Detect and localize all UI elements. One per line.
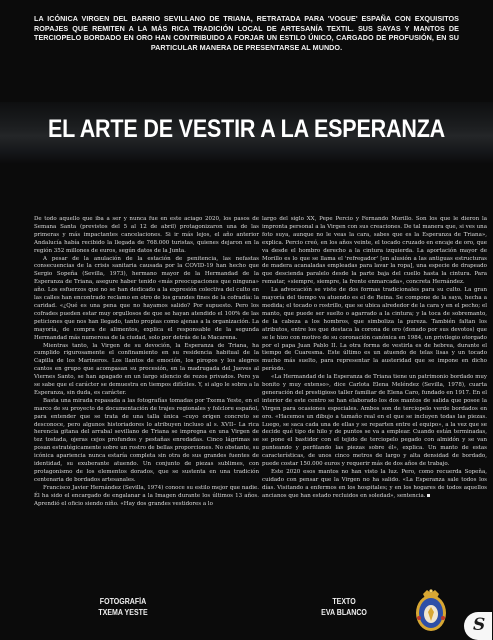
article-title: EL ARTE DE VESTIR A LA ESPERANZA — [47, 115, 446, 143]
paragraph: «La Hermandad de la Esperanza de Triana tiene un patrimonio bordado muy bonito y muy extenso», dice Carlota Elena Meléndez (Sevilla, 1978), cuarta generación del prestigioso taller familiar de Elena Caro, fundado en 1917. En el interior de este centro se han elaborado los dos mantos de salida que posee la Virgen para ocasiones especiales. Ambos son de terciopelo verde bordados en oro. «Hacemos un dibujo a tamaño real en el que se incluyen todas las piezas. Luego, se saca cada una de ellas y se reparten entre el equipo», a la vez que se decide qué tipo de hilo y de puntos se va a emplear. Cuando están terminadas, se pone el bastidor con el tejido de terciopelo pegado con almidón y se van punteando y perfilando las piezas sobre él», explica. Un manto de estas características, de unos cinco metros de largo y alta densidad de bordado, puede costar 150.000 euros y requerir más de dos años de trabajo. — [262, 374, 487, 468]
paragraph: largo del siglo XX, Pepe Percio y Fernando Morillo. Son los que le dieron la impronta personal a la Virgen con sus creaciones. De tal manera que, si ves una foto suya, aunque no le veas la cara, sabes que es la Esperanza de Triana», explica. Percio creó, en los años veinte, el tocado cruzado en encaje de oro, que va desde el hombro derecho a la cintura izquierda. La aportación mayor de Morillo es lo que se llama el 'refregador' [en alusión a las antiguas estructuras de madera acanaladas empleadas para lavar la ropa], una especie de drapeado que descienda paralelo desde la parte baja del cuello hasta la cintura. Para rematar, «siempre, siempre, la frente enmarcada», concreta Hernández. — [262, 216, 487, 286]
article-column-left — [34, 216, 259, 509]
text-credit-role: TEXTO — [332, 597, 356, 606]
brotherhood-crest-icon — [413, 588, 449, 634]
paragraph — [262, 469, 487, 501]
paragraph: A pesar de la anulación de la estación de penitencia, las nefastas consecuencias de la crisis sanitaria causada por la COVID-19 han hecho que Sergio Sopeña (Sevilla, 1973), hermano mayor de la Hermandad de la Esperanza de Triana, asegure haber tenido «más preocupaciones que ninguna» año. Los esfuerzos que no se han dedicado a la expresión colectiva del culto en las calles han encontrado reclamo en otro de los grandes fines de la cofradía: la caridad. «¿Qué es una pena que no hayamos salido? Por supuesto. Pero los cofrades pueden estar muy orgullosos de que se hayan atendido el 100% de las peticiones que nos han llegado, tanto propias como ajenas a la organización. La mayoría, de compra de alimentos, explica el responsable de la segunda Hermandad más numerosa de la ciudad, solo por detrás de la Macarena. — [34, 255, 259, 341]
article-column-right — [262, 216, 487, 501]
paragraph: Mientras tanto, la Virgen de su devoción, la Esperanza de Triana, ha cumplido rigurosamente el confinamiento en su residencia habitual de la Capilla de los Marineros. Los llantos de emoción, los piropos y los alegres cantos en grupo que acompasan su procesión, en la madrugada del Jueves al Viernes Santo, se han apagado en un largo silencio de rezos privados. Pero ya se sabe que el carácter se demuestra en tiempos difíciles. Y, si algo le sobra a la Esperanza, sin duda, es carácter. — [34, 342, 259, 396]
paragraph: Basta una mirada repasada a las fotografías tomadas por Txema Yeste, en el marco de su proyecto de documentación de trajes regionales y folclore español, para entender que se trata de una talla única –cuyo origen concreto se desconoce, pero algunos historiadores lo atribuyen incluso al s. XVII– La rica herencia gitana del arrabal sevillano de Triana se impregna en una Virgen de tez tostada, ojeras cejos profundos y pestañas enredadas. Cinco lágrimas se posan estratégicamente sobre un rostro de bellas proporciones. No obstante, su icónica apariencia nunca estaría completa sin otra de sus grandes fuentes de identidad, su exuberante atuendo. Un conjunto de piezas sublimes, con protagonismo de los elementos dorados, que se sustenta en una tradición centenaria de bordados artesanales. — [34, 397, 259, 483]
paragraph-text: Este 2020 esos mantos no han visto la luz. Pero, como recuerda Sopeña, cuidado con pensar que la Virgen no ha salido. «La Esperanza sale todos los días. Visitando a enfermos en los hospitales; y en los hogares de todos aquellos ancianos que han estado recluidos en soledad», sentencia. — [262, 469, 487, 499]
paragraph: La advocación se viste de dos formas tradicionales para su culto. La gran mayoría del tiempo va atuendo es el de Reina. Se compone de la saya, hecha a medida; el tocado o rostrillo, que se ubica alrededor de la cara y en el pecho; el manto, que puede ser suelto o agarrado a la cintura; y la toca de sobremanto, de la cabeza a los hombros, que simboliza la pureza. También faltan los atributos, entre los que destaca la corona de oro (donado por sus devotos) que se le hizo con motivo de su coronación canónica en 1984, un privilegio otorgado por el papa Juan Pablo II. La otra forma de vestirla es de hebrea, durante el tiempo de Cuaresma. Este último es un atuendo de telas lisas y un tocado mucho más suelto, para representar la austeridad que se impone en dicho período. — [262, 287, 487, 373]
photo-credit-name: TXEMA YESTE — [98, 608, 148, 617]
photo-credit-role: FOTOGRAFÍA — [99, 597, 147, 606]
text-credit — [318, 596, 371, 618]
intro-paragraph: LA ICÓNICA VIRGEN DEL BARRIO SEVILLANO DE TRIANA, RETRATADA PARA 'VOGUE' ESPAÑA CON EXQUISITOS ROPAJES QUE REMITEN A LA MÁS RICA TRADICIÓN LOCAL DE ARTESANÍA TEXTIL. SUS SAYAS Y MANTOS DE TERCIOPELO BORDADO EN ORO HAN CONTRIBUIDO A FORJAR UN ESTILO ÚNICO, CARGADO DE PROFUSIÓN, EN SU PARTICULAR MANERA DE PRESENTARSE AL MUNDO. — [34, 14, 459, 52]
section-badge — [464, 612, 492, 640]
text-credit-name: EVA BLANCO — [321, 608, 367, 617]
paragraph: De todo aquello que iba a ser y nunca fue en este aciago 2020, los pasos de Semana Santa (previstos del 5 al 12 de abril) protagonizaron una de las primeras y más impactantes cancelaciones. Si ir más lejos, el año anterior Andalucía había recibido la llegada de 768.000 turistas, quienes dejaron en la región 352 millones de euros, según datos de la Junta. — [34, 216, 259, 254]
paragraph: Francisco Javier Hernández (Sevilla, 1974) conoce su estilo mejor que nadie. Él ha sido el encargado de engalanar a la Imagen durante los últimos 13 años. Aprendió el oficio siendo niño. «Hay dos grandes vestidores a lo — [34, 484, 259, 507]
section-badge-letter: S — [473, 615, 486, 635]
end-mark-icon — [427, 494, 430, 497]
photo-credit — [92, 596, 154, 618]
